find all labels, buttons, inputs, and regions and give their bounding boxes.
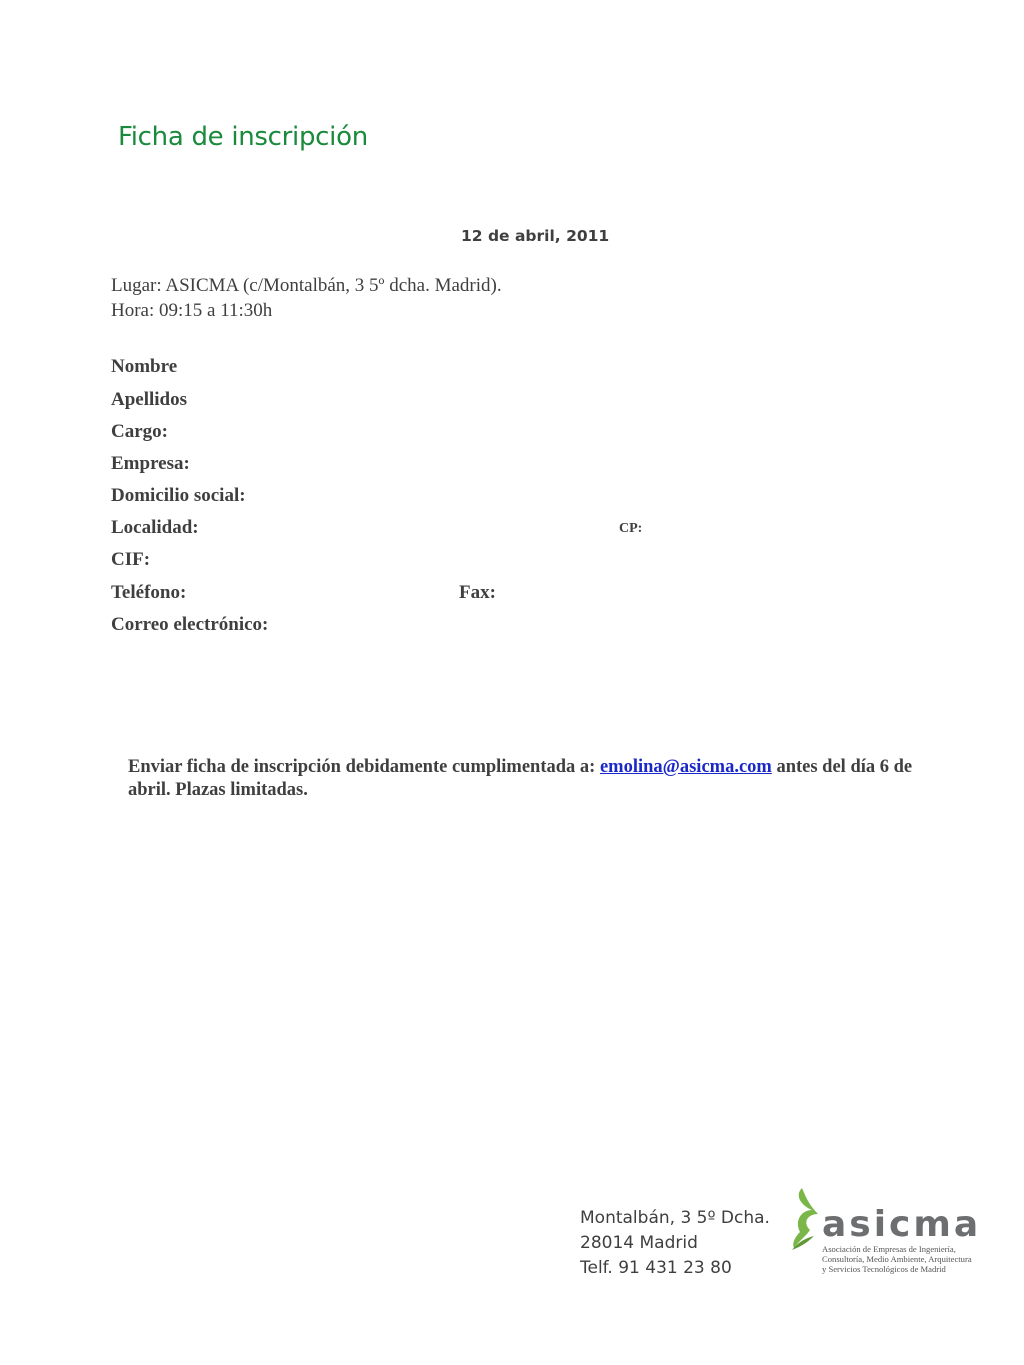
field-label-cp: CP:	[619, 521, 643, 536]
footer-address-street: Montalbán, 3 5º Dcha.	[580, 1208, 770, 1228]
field-label-nombre: Nombre	[111, 356, 178, 377]
field-label-localidad: Localidad:	[111, 517, 199, 538]
email-link[interactable]: emolina@asicma.com	[599, 757, 772, 777]
page-title: Ficha de inscripción	[118, 122, 368, 152]
field-label-domicilio: Domicilio social:	[111, 485, 246, 506]
logo-tagline-1: Asociación de Empresas de Ingeniería,	[822, 1244, 956, 1254]
logo-tagline-2: Consultoría, Medio Ambiente, Arquitectura	[822, 1254, 972, 1264]
notice-text-after: antes del día 6 de abril. Plazas limitadas.	[128, 757, 913, 800]
field-label-telefono: Teléfono:	[111, 582, 187, 603]
logo-tagline-3: y Servicios Tecnológicos de Madrid	[822, 1264, 946, 1274]
footer-phone: Telf. 91 431 23 80	[580, 1258, 732, 1278]
notice-text-before: Enviar ficha de inscripción debidamente cumplimentada a:	[128, 757, 600, 777]
event-date: 12 de abril, 2011	[461, 227, 610, 245]
field-label-apellidos: Apellidos	[111, 389, 188, 410]
field-label-correo: Correo electrónico:	[111, 614, 269, 635]
field-label-cif: CIF:	[111, 549, 151, 570]
event-time: Hora: 09:15 a 11:30h	[111, 300, 273, 321]
field-label-fax: Fax:	[459, 582, 496, 603]
field-label-cargo: Cargo:	[111, 421, 168, 442]
footer-address-city: 28014 Madrid	[580, 1233, 698, 1253]
field-label-empresa: Empresa:	[111, 453, 190, 474]
event-location: Lugar: ASICMA (c/Montalbán, 3 5º dcha. Madrid).	[111, 275, 502, 296]
logo-wordmark: asicma	[822, 1204, 982, 1245]
submission-notice	[128, 756, 938, 802]
